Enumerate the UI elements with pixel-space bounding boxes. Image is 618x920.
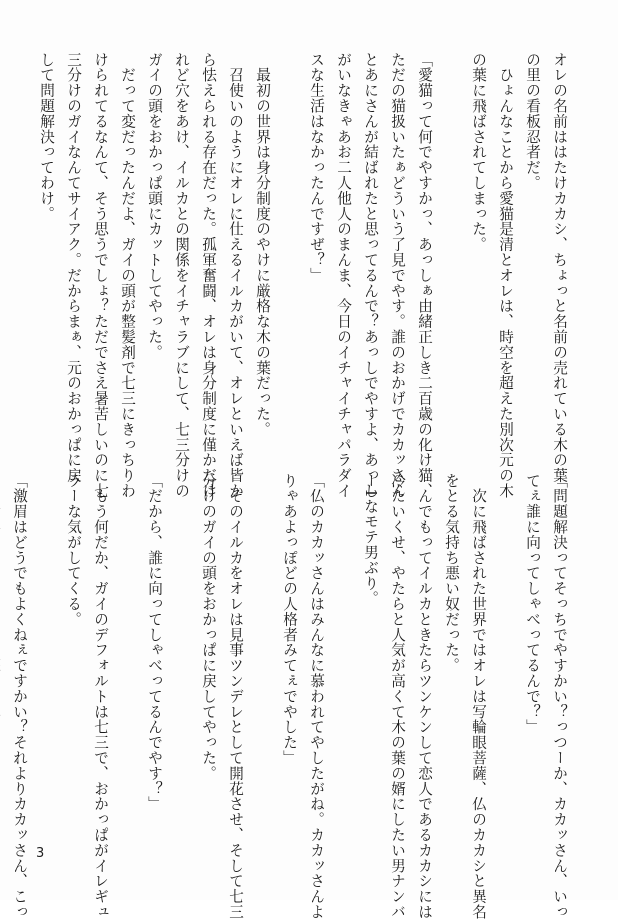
text-line: そのイルカをオレは見事ツンデレとして開花させ、そして七三 [227, 473, 244, 920]
text-line: 「愛猫って何でやすかっ、あっしぁ由緒正しき二百歳の化け猫、 [416, 52, 433, 499]
text-line: 分けのガイの頭をおかっぱに戻してやった。 [200, 473, 217, 781]
text-line: 冷たいくせ、やたらと人気が高くて木の葉の婿にしたい男ナンバ [389, 473, 406, 920]
blank-line [168, 473, 195, 863]
text-line: 三分けのガイなんてサイアク。だからまぁ、元のおかっぱに戻 [65, 52, 82, 484]
blank-line [114, 473, 141, 863]
text-line: だって変だったんだよ、ガイの頭が整髪剤で七三にきっちりわ [119, 52, 136, 499]
blank-line [33, 473, 60, 863]
text-line: 最初の世界は身分制度のやけに厳格な木の葉だった。 [254, 52, 271, 437]
text-line: けられてるなんて、そう思うでしょ？ただでさえ暑苦しいのに七 [92, 52, 109, 499]
text-line: んでもってイルカときたらツンケンして恋人であるカカシには [416, 473, 433, 920]
text-line: の里の看板忍者だ。 [524, 52, 541, 191]
text-line: オレの名前ははたけカカシ、ちょっと名前の売れている木の葉 [551, 52, 568, 484]
text-line: 召使いのようにオレに仕えるイルカがいて、オレといえば皆か [227, 52, 244, 499]
blank-line [330, 473, 357, 863]
top-text-block [33, 52, 573, 499]
text-line: スな生活はなかったんですぜ？」 [308, 52, 325, 283]
text-line: 「激眉はどうでもよくねぇですかい？それよりカカッさん、こっ [11, 473, 28, 920]
text-line: ただの猫扱いたぁどういう了見でやす。誰のおかげでカカッさん [389, 52, 406, 499]
text-line: りゃあよっぽどの人格者みてぇでやした」 [281, 473, 298, 766]
text-line: して問題解決ってわけ。 [38, 52, 55, 222]
text-line: ら怯えられる存在だった。孤軍奮闘、オレは身分制度に僅かだけ [200, 52, 217, 499]
text-line: 次に飛ばされた世界ではオレは写輪眼菩薩、仏のカカシと異名 [470, 473, 487, 920]
text-line: ひょんなことから愛猫是清とオレは、時空を超えた別次元の木 [497, 52, 514, 499]
text-line: とあにさんが結ばれたと思ってるんで？あっしでやすよ、あっし [362, 52, 379, 499]
blank-line [492, 473, 519, 863]
text-line: をとる気持ち悪い奴だった。 [443, 473, 460, 674]
text-line: もう何だか、ガイのデフォルトは七三で、おかっぱがイレギュ [92, 473, 109, 920]
text-line: ガイの頭をおかっぱ頭にカットしてやった。 [146, 52, 163, 360]
blank-line [438, 52, 465, 442]
text-line: がいなきゃあお二人他人のまんま、今日のイチャイチャパラダイ [335, 52, 352, 499]
text-line: れど穴をあけ、イルカとの関係をイチャラブにして、七三分けの [173, 52, 190, 499]
text-line: 「仏のカカッさんはみんなに慕われてやしたがね。カカッさんよ [308, 473, 325, 920]
text-line: の葉に飛ばされてしまった。 [470, 52, 487, 253]
text-line: 「問題解決ってそっちでやすかい？っつーか、カカッさん、いっ [551, 473, 568, 920]
bottom-text-block [0, 473, 573, 920]
text-line: てぇ誰に向ってしゃべってるんで？」 [524, 473, 541, 735]
page-number: 3 [36, 846, 45, 861]
blank-line [276, 52, 303, 442]
text-line: ー1なモテ男ぶり。 [362, 473, 379, 607]
text-line: ラーな気がしてくる。 [65, 473, 82, 627]
blank-line [249, 473, 276, 863]
text-line: 「だから、誰に向ってしゃべってるんでやす？」 [146, 473, 163, 812]
